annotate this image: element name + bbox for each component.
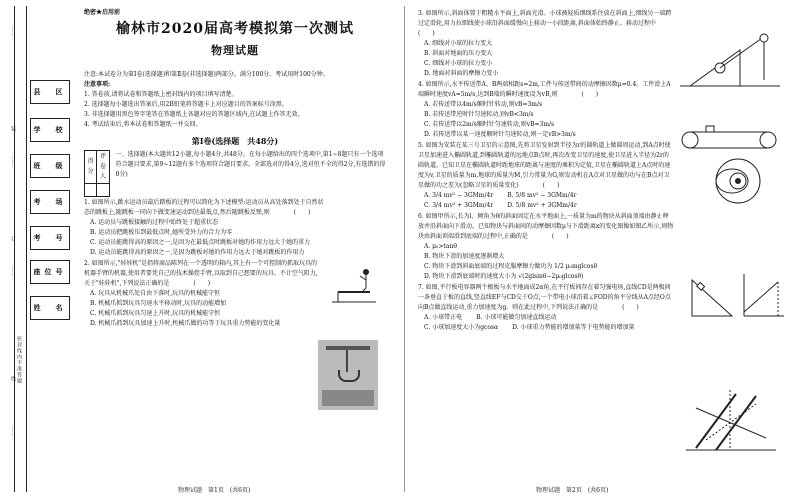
- question-stem: 4. 如图所示,水平传送带A、B两端相距s=2m,工件与传送带间的动摩擦因数μ=0.4。工件滑上A端瞬时速度vA=5m/s,达到B端的瞬时速度设为vB,则 ( ): [418, 81, 671, 98]
- question-1: [84, 198, 386, 258]
- option-d: D. 运动员能跳得高的原因之一,是因为跳板对她的作用力远大于她对跳板的作用力: [90, 249, 305, 256]
- conveyor-figure: [676, 124, 782, 152]
- option-a: A. 小球带正电: [424, 314, 463, 321]
- option-d: D. 若传送带以某一速度顺时针匀速转动,则一定vB>3m/s: [424, 131, 576, 138]
- option-d: D. 机械爪抓到玩具加速上升时,机械爪做的功等于玩具重力势能的变化量: [90, 320, 281, 327]
- note-item: 1. 答卷前,请将试卷和答题纸上密封线内的项目填写清楚。: [84, 91, 238, 98]
- option-c: C. 3/4 mv² + 3GMm/4r: [424, 202, 494, 209]
- grader-header: 评卷人: [97, 151, 109, 184]
- option-b: B. 物块下滑的加速度逐渐增大: [424, 253, 505, 260]
- score-table: [84, 150, 110, 197]
- question-stem: 5. 如图为安装在某三号卫星的示意图,先将卫星发射到半径为r的圆轨道上做圆周运动,到A点时使卫星加速进入椭圆轨道,到椭圆轨道的远地点B点时,再次改变卫星的速度,使卫星进入半径为2r的圆轨道。已知卫星在椭圆轨道时距地球的距离与速度的乘积为定值,卫星在椭圆轨道上A点时的速度为v,卫星的质量为m,地球的质量为M,引力常量为G,则发动机在A点对卫星做的功与在B点对卫星做的功之差为(忽略卫星的质量变化) ( ): [418, 142, 671, 189]
- question-stem: 3. 如图所示,斜面体置于粗糙水平面上,斜面光滑。小球被轻质细线系住放在斜面上,细线另一端跨过定滑轮,用力拉细线使小球沿斜面缓慢向上移动一小段距离,斜面体始终静止。移动过程中 ( ): [418, 10, 680, 37]
- volume-title: 第Ⅰ卷(选择题 共48分): [191, 136, 279, 146]
- field-seat-number[interactable]: 座位号: [30, 260, 70, 284]
- question-stem: 6. 如图甲所示,长为l、倾角为θ的斜面固定在水平地面上,一质量为m的物块从斜面顶端由静止释放并沿斜面向下滑动。已知物块与斜面间的动摩擦因数μ与下滑距离x的变化图像如图乙所示,则物块由斜面顶端滑到底端的过程中,正确的是 ( ): [418, 213, 674, 240]
- option-b: B. 机械爪抓到玩具匀速水平移动时,玩具的动能增加: [90, 300, 227, 307]
- subject-title: 物理试题: [211, 44, 259, 57]
- cut-mark: 订: [10, 236, 16, 241]
- field-class[interactable]: 班 级: [30, 154, 70, 178]
- score-header: 得分: [85, 151, 97, 184]
- satellite-orbit-figure: [712, 156, 764, 206]
- cut-mark: ……: [10, 26, 16, 36]
- seal-line: [26, 6, 27, 492]
- cut-mark: ……: [10, 266, 16, 276]
- capacitor-figure: [686, 388, 776, 452]
- section-1: [84, 150, 386, 197]
- exam-title: 榆林市2020届高考模拟第一次测试: [116, 21, 354, 37]
- intro-text: 注意:本试卷分为第Ⅰ卷(选择题)和第Ⅱ卷(非选择题)两部分。满分100分。考试用时100分钟。: [84, 71, 329, 78]
- note-item: 4. 考试结束后,将本试卷和答题纸一并交回。: [84, 121, 202, 128]
- option-b: B. 运动员把跳板压到最低点时,她所受外力的合力为零: [90, 229, 233, 236]
- sidebar-warning: 密封线内不准答题: [16, 336, 22, 384]
- cut-mark: ……: [10, 426, 16, 436]
- claw-machine-photo: [318, 340, 378, 410]
- option-c: C. 运动员能跳得高的原因之一,是因为在最低点时跳板对她的作用力远大于她的重力: [90, 239, 311, 246]
- option-a: A. 玩具从机械爪处自由下落时,玩具的机械能守恒: [90, 290, 221, 297]
- option-a: A. 运动员与跳板接触的过程中始终处于超重状态: [90, 219, 219, 226]
- option-b: B. 若传送带逆时针匀速转动,则vB<3m/s: [424, 111, 534, 118]
- option-c: C. 机械爪抓到玩具匀速上升时,玩具的机械能守恒: [90, 310, 221, 317]
- field-exam-number[interactable]: 考 号: [30, 226, 70, 250]
- field-exam-room[interactable]: 考 场: [30, 190, 70, 214]
- option-a: A. μ₀>tanθ: [424, 243, 457, 250]
- field-name[interactable]: 姓 名: [30, 296, 70, 320]
- note-item: 2. 选择题每小题选出答案后,用2B铅笔将答题卡上对应题目的答案标号涂黑。: [84, 101, 288, 108]
- question-stem: 2. 如图所示,"娃娃机"是指将商品陈列在一个透明的箱内,其上有一个可控制的抓取玩具的机器手臂的机器,使用者要凭自己的技术操控手臂,以取到自己想要的玩具。不计空气阻力,关于"娃娃机",下列说法正确的是 ( ): [84, 260, 318, 287]
- diving-board-figure: [330, 262, 380, 308]
- note-item: 3. 非选择题用黑色签字笔答在答题纸上各题对应的答题区域内,在试题上作答无效。: [84, 111, 304, 118]
- option-c: C. 细线对小球的拉力变小: [424, 60, 493, 67]
- binding-sidebar: [8, 6, 70, 492]
- option-d: D. 物块下滑到底端时的速度大小为 √(2glsinθ−2μ₀glcosθ): [424, 273, 584, 280]
- page-1-footer: 物理试题 第1页 (共6页): [178, 487, 251, 494]
- page-divider: [404, 6, 405, 492]
- option-a: A. 细线对小球的拉力变大: [424, 40, 493, 47]
- option-c: C. 若传送带以2m/s顺时针匀速转动,则vB=3m/s: [424, 121, 555, 128]
- section-1-instructions: 一、选择题(本大题共12小题,每小题4分,共48分。在每小题给出的四个选项中,第1~8题只有一个选项符合题目要求,第9~12题有多个选项符合题目要求。全部选对的得4分,选对但不全的得2分,有选错的得0分): [115, 151, 386, 178]
- option-b: B. 斜面对地面的压力变大: [424, 50, 493, 57]
- secret-mark: 绝密★启用前: [84, 9, 121, 16]
- cut-mark: 线: [10, 376, 16, 381]
- option-d: D. 5/8 mv² + 3GMm/4r: [507, 202, 577, 209]
- option-c: C. 物块下滑到斜面底端的过程克服摩擦力做功为 1/2 μ₀mglcosθ: [424, 263, 598, 270]
- option-b: B. 小球可能做匀加速直线运动: [476, 314, 557, 321]
- field-school[interactable]: 学 校: [30, 118, 70, 142]
- option-d: D. 地面对斜面的摩擦力变小: [424, 70, 499, 77]
- cut-line: [14, 6, 15, 492]
- option-c: C. 小球加速度大小为gcosα: [424, 324, 499, 331]
- score-cell[interactable]: [85, 184, 97, 197]
- option-row: [418, 191, 674, 201]
- option-row: [418, 201, 674, 211]
- option-a: A. 3/4 mv² − 3GMm/4r: [424, 192, 494, 199]
- grader-cell[interactable]: [97, 184, 109, 197]
- notes-title: 注意事项:: [84, 81, 111, 88]
- option-row: [418, 313, 674, 323]
- instructions: [84, 70, 386, 130]
- field-county[interactable]: 县 区: [30, 80, 70, 104]
- cut-mark: 装: [10, 126, 16, 131]
- option-a: A. 若传送带以4m/s顺时针转动,则vB=3m/s: [424, 101, 543, 108]
- incline-graph-figure: [690, 268, 786, 322]
- option-row: [418, 323, 674, 333]
- cut-mark: ……: [10, 156, 16, 166]
- option-d: D. 小球重力势能的增加量等于电势能的增加量: [512, 324, 635, 331]
- question-stem: 7. 如图,平行板电容器两个极板与水平地面成2α角,在平行板间存在着匀强电场,直线CD是两极间一条垂直于板的直线,竖直线EF与CD交于O点,一个带电小球沿着∠FOD的角平分线从A点经O点向B点做直线运动,重力加速度为g。则在此过程中,下列说法正确的是 ( ): [418, 284, 671, 311]
- incline-pulley-figure: [680, 30, 780, 90]
- question-stem: 1. 如图所示,跳水运动员最后踏板的过程可以简化为下述模型:运动员从高处落到处于自然状态的跳板上,随跳板一同向下做变速运动到达最低点,然后随跳板反弹,则 ( ): [84, 199, 324, 216]
- option-b: B. 5/8 mv² − 3GMm/4r: [507, 192, 577, 199]
- page-2-footer: 物理试题 第2页 (共6页): [536, 487, 609, 494]
